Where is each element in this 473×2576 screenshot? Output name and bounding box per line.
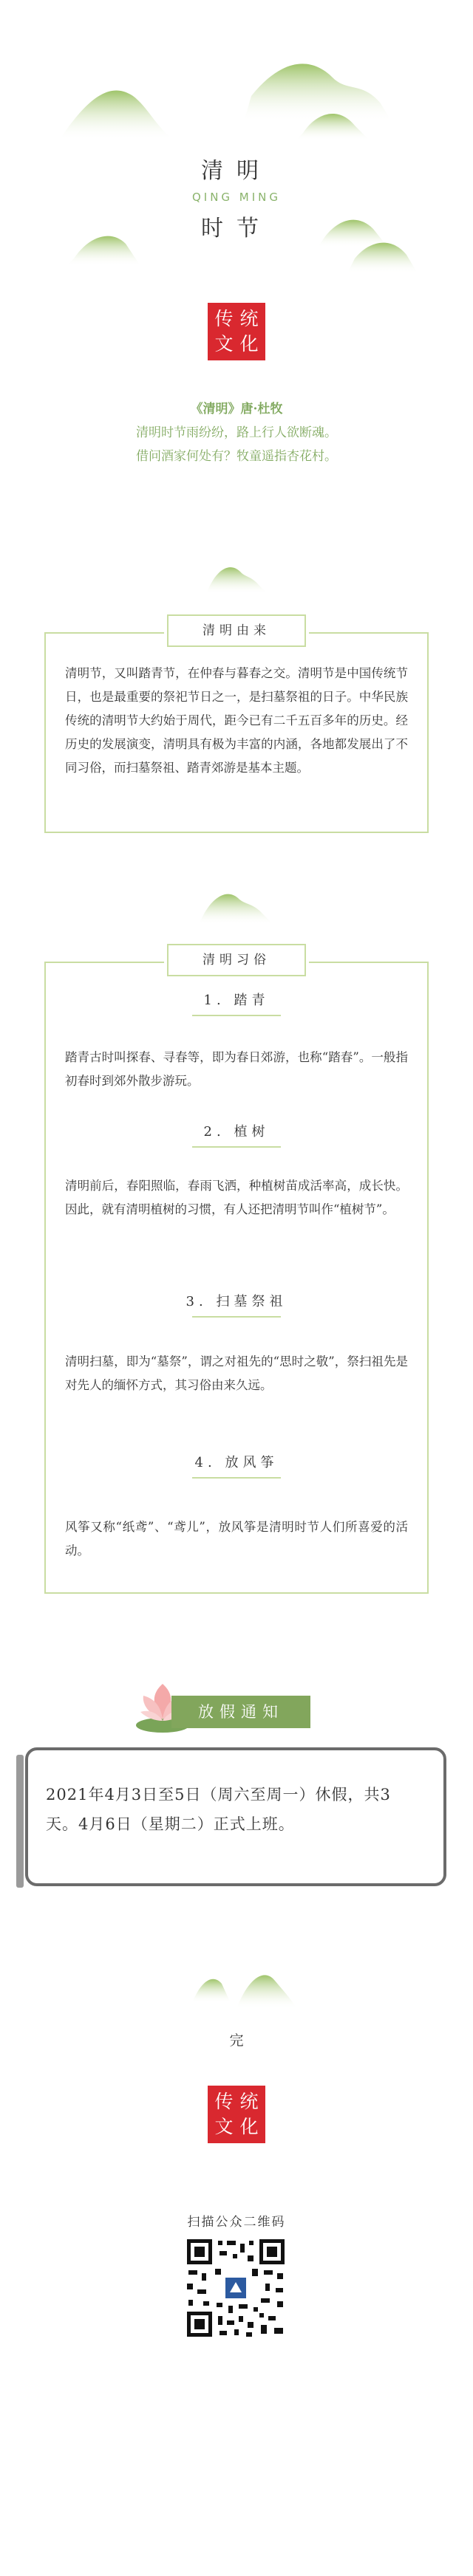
title-line-2: 时节 (201, 216, 272, 242)
custom-text-2: 清明前后，春阳照临，春雨飞洒，种植树苗成活率高，成长快。因此，就有清明植树的习惯，有人还把清明节叫作“植树节”。 (65, 1179, 408, 1216)
origin-label: 清明由来 (167, 614, 306, 647)
poem-line-2: 借问酒家何处有？牧童遥指杏花村。 (136, 449, 337, 464)
section-hills-icon (194, 883, 279, 928)
custom-text-4: 风筝又称“纸鸢”、“鸢儿”，放风筝是清明时节人们所喜爱的活动。 (65, 1520, 408, 1558)
holiday-text: 2021年4月3日至5日（周六至周一）休假，共3天。4月6日（星期二）正式上班。 (46, 1786, 391, 1833)
custom-text-1: 踏青古时叫探春、寻春等，即为春日郊游，也称“踏春”。一般指初春时到郊外散步游玩。 (65, 1050, 408, 1088)
end-mark: 完 (229, 2032, 244, 2049)
poem-block (0, 397, 473, 468)
custom-heading-1: 1. 踏青 (44, 990, 429, 1016)
custom-heading-3: 3. 扫墓祭祖 (44, 1291, 429, 1318)
holiday-label: 放假通知 (171, 1696, 310, 1728)
footer-hills-illustration (177, 1951, 303, 2013)
notice-card-tab (16, 1755, 24, 1888)
custom-heading-2: 2. 植树 (44, 1121, 429, 1148)
title-pinyin: QING MING (191, 191, 282, 204)
custom-text-3: 清明扫墓，即为“墓祭”，谓之对祖先的“思时之敬”，祭扫祖先是对先人的缅怀方式，其习俗由来久远。 (65, 1354, 408, 1392)
custom-heading-4: 4. 放风筝 (44, 1452, 429, 1479)
origin-text: 清明节，又叫踏青节，在仲春与暮春之交。清明节是中国传统节日，也是最重要的祭祀节日之一，是扫墓祭祖的日子。中华民族传统的清明节大约始于周代，距今已有二千五百多年的历史。经历史的发展演变，清明具有极为丰富的内涵，各地都发展出了不同习俗，而扫墓祭祖、踏青郊游是基本主题。 (65, 666, 408, 775)
seal-stamp-logo: 传 统 文 化 (208, 2086, 265, 2143)
poem-line-1: 清明时节雨纷纷，路上行人欲断魂。 (136, 425, 337, 440)
section-hills-icon (200, 555, 273, 597)
seal-stamp-logo: 传 统 文 化 (208, 303, 265, 360)
qr-code[interactable] (184, 2236, 287, 2340)
poem-title: 《清明》唐·杜牧 (190, 402, 283, 417)
qr-label: 扫描公众二维码 (187, 2215, 286, 2230)
customs-label: 清明习俗 (167, 944, 306, 976)
title-line-1: 清明 (201, 158, 272, 184)
